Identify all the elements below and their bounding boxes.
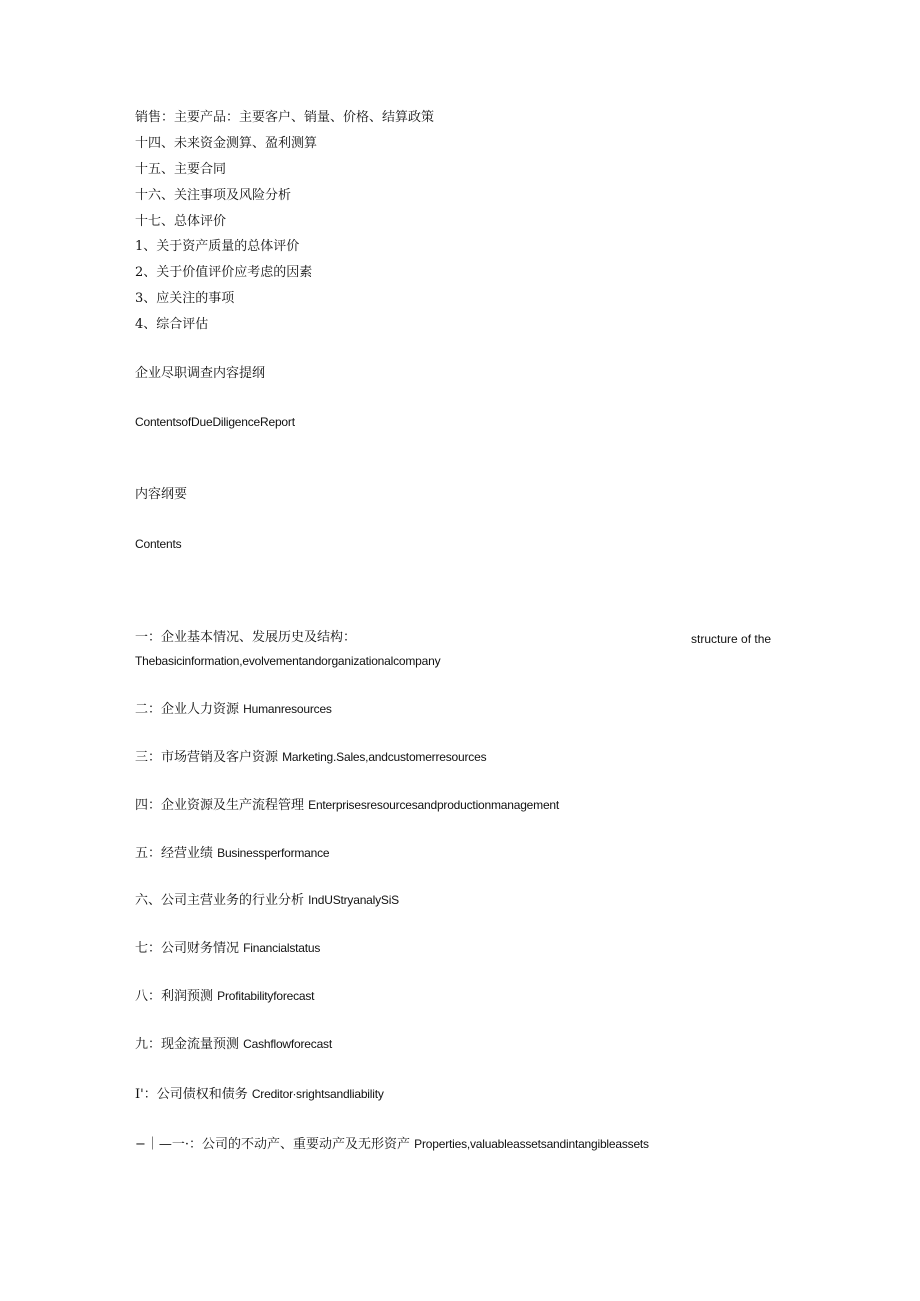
outline-line-17-1: 1、关于资产质量的总体评价 <box>135 239 300 254</box>
contents-item-5-cn: 五：经营业绩 <box>135 846 218 861</box>
contents-item-1-en: Thebasicinformation,evolvementandorganizationalcompany <box>135 654 441 668</box>
outline-line-17-3: 3、应关注的事项 <box>135 291 235 306</box>
outline-line-17: 十七、总体评价 <box>135 214 227 229</box>
contents-item-10-cn: I'：公司债权和债务 <box>135 1087 252 1102</box>
contents-item-10 <box>135 1086 384 1103</box>
contents-item-7-en: Financialstatus <box>243 941 321 955</box>
outline-line-17-4: 4、综合评估 <box>135 317 209 332</box>
outline-line-sales: 销售：主要产品：主要客户、销量、价格、结算政策 <box>135 110 435 125</box>
contents-item-7-cn: 七：公司财务情况 <box>135 941 244 956</box>
contents-item-11-cn: −｜—一·：公司的不动产、重要动产及无形资产 <box>135 1137 415 1152</box>
document-title-cn: 企业尽职调查内容提纲 <box>135 366 266 381</box>
outline-line-16: 十六、关注事项及风险分析 <box>135 188 292 203</box>
contents-item-7 <box>135 940 320 957</box>
contents-item-8-cn: 八：利润预测 <box>135 989 218 1004</box>
contents-item-6-en: IndUStryanalySiS <box>308 893 399 907</box>
contents-item-9-cn: 九：现金流量预测 <box>135 1037 244 1052</box>
contents-item-9-en: Cashflowforecast <box>243 1037 332 1051</box>
contents-item-2 <box>135 701 332 718</box>
contents-item-3-en: Marketing.Sales,andcustomerresources <box>282 750 487 764</box>
outline-line-17-2: 2、关于价值评价应考虑的因素 <box>135 265 313 280</box>
document-title-en: ContentsofDueDiligenceReport <box>135 415 295 429</box>
contents-item-10-en: Creditor∙srightsandliability <box>251 1087 384 1101</box>
contents-item-4 <box>135 797 559 814</box>
contents-item-5-en: Businessperformance <box>217 846 330 860</box>
contents-item-2-cn: 二：企业人力资源 <box>135 702 244 717</box>
outline-line-14: 十四、未来资金测算、盈利测算 <box>135 136 318 151</box>
contents-item-11 <box>135 1136 649 1153</box>
outline-line-15: 十五、主要合同 <box>135 162 227 177</box>
contents-item-3 <box>135 749 486 766</box>
contents-item-5 <box>135 845 329 862</box>
contents-item-1-en-fragment: structure of the <box>691 632 772 646</box>
contents-item-2-en: Humanresources <box>243 702 332 716</box>
contents-item-8-en: Profitabilityforecast <box>217 989 315 1003</box>
contents-item-6-cn: 六、公司主营业务的行业分析 <box>135 893 309 908</box>
contents-heading-en: Contents <box>135 537 182 551</box>
contents-item-11-en: Properties,valuableassetsandintangibleassets <box>414 1137 649 1151</box>
contents-item-8 <box>135 988 314 1005</box>
contents-item-4-en: Enterprisesresourcesandproductionmanagement <box>308 798 560 812</box>
contents-item-4-cn: 四：企业资源及生产流程管理 <box>135 798 309 813</box>
contents-item-1-cn: 一：企业基本情况、发展历史及结构： <box>135 630 357 645</box>
contents-item-9 <box>135 1036 332 1053</box>
contents-heading-cn: 内容纲要 <box>135 487 188 502</box>
contents-item-6 <box>135 892 399 909</box>
contents-item-3-cn: 三：市场营销及客户资源 <box>135 750 283 765</box>
